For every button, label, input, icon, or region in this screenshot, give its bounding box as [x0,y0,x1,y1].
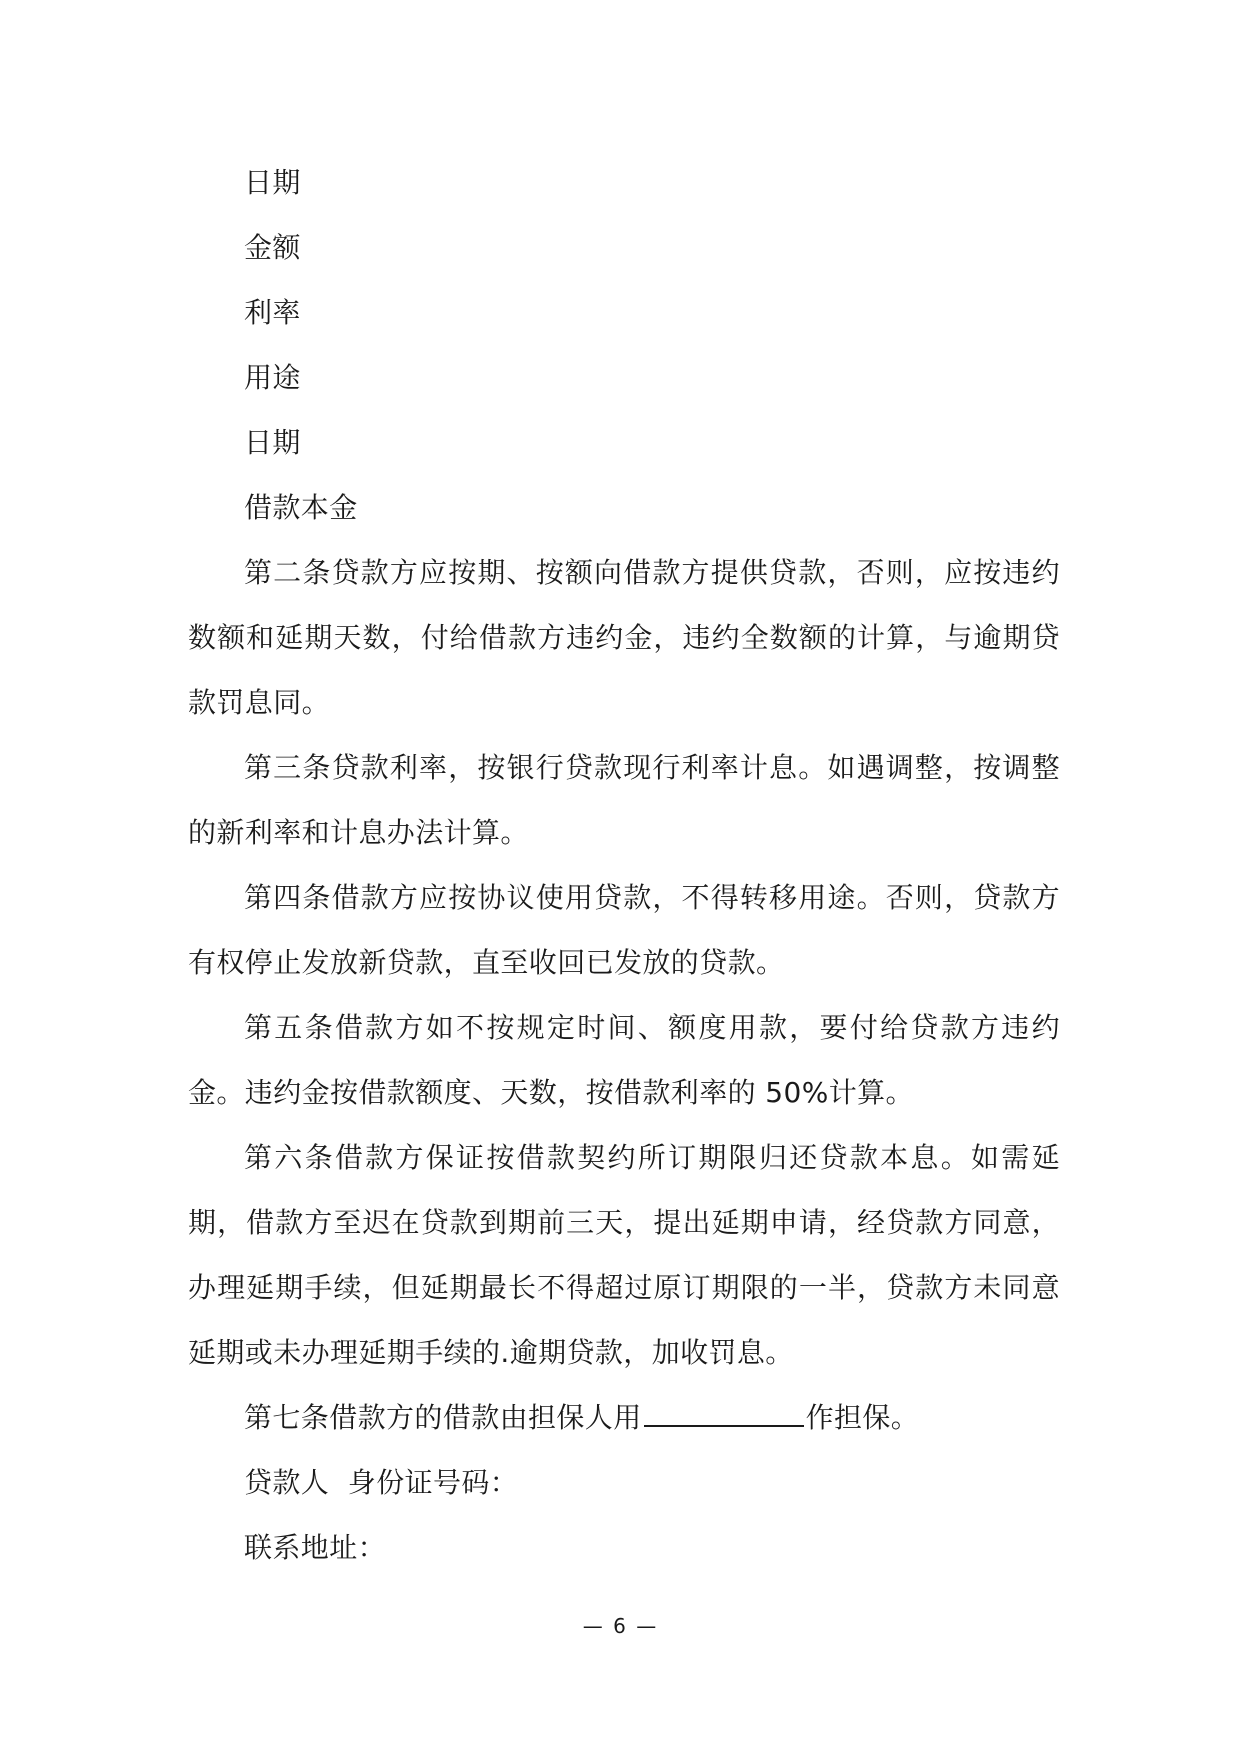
page-number: — 6 — [582,1614,659,1638]
guarantee-blank-line [644,1397,804,1427]
field-line-date: 日期 [244,166,301,199]
article-5: 第五条借款方如不按规定时间、额度用款，要付给贷款方违约金。违约金按借款额度、天数，按借款利率的 50%计算。 [188,1011,1060,1109]
field-line-purpose: 用途 [244,361,301,394]
field-line-principal: 借款本金 [244,491,358,524]
article-4: 第四条借款方应按协议使用贷款，不得转移用途。否则，贷款方有权停止发放新贷款，直至收回已发放的贷款。 [188,881,1060,979]
article-7-text-after: 作担保。 [805,1401,920,1434]
article-3: 第三条贷款利率，按银行贷款现行利率计息。如遇调整，按调整的新利率和计息办法计算。 [188,751,1060,849]
article-7-text-before: 第七条借款方的借款由担保人用 [244,1401,642,1434]
signature-address: 联系地址： [244,1531,387,1564]
field-line-interest-rate: 利率 [244,296,301,329]
article-7 [188,1385,1060,1450]
field-line-amount: 金额 [244,231,301,264]
article-2: 第二条贷款方应按期、按额向借款方提供贷款，否则，应按违约数额和延期天数，付给借款方违约金，违约全数额的计算，与逾期贷款罚息同。 [188,556,1060,719]
field-line-date-2: 日期 [244,426,301,459]
document-body [188,150,1060,1580]
article-6: 第六条借款方保证按借款契约所订期限归还贷款本息。如需延期，借款方至迟在贷款到期前三天，提出延期申请，经贷款方同意，办理延期手续，但延期最长不得超过原订期限的一半，贷款方未同意延期或未办理延期手续的.逾期贷款，加收罚息。 [188,1141,1060,1369]
signature-lender-id: 贷款人 身份证号码： [244,1466,519,1499]
